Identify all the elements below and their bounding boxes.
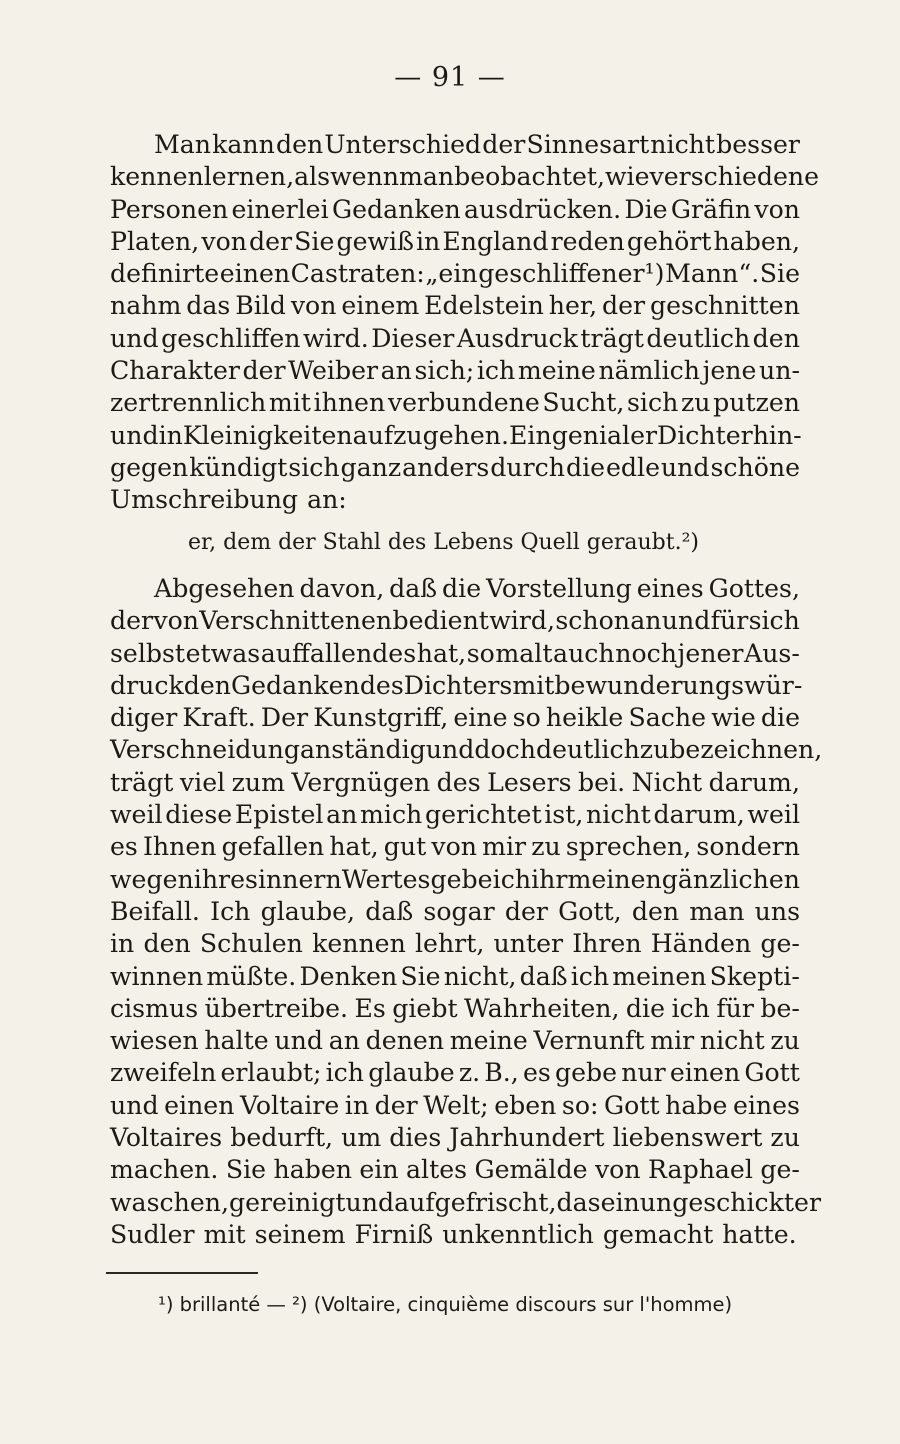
text-line: selbst etwas auffallendes hat, so malt auch noch jener Aus- [110, 638, 800, 668]
text-line: waschen, gereinigt und aufgefrischt, das ein ungeschickter [110, 1187, 821, 1217]
text-line: zweifeln erlaubt; ich glaube z. B., es gebe nur einen Gott [110, 1058, 800, 1088]
text-line: definirte einen Castraten: „ein geschliffener¹) Mann“. Sie [110, 259, 800, 289]
verse-quote: er, dem der Stahl des Lebens Quell geraubt.²) [188, 530, 699, 555]
text-line: der von Verschnittenen bedient wird, schon an und für sich [110, 606, 800, 636]
text-line: es Ihnen gefallen hat, gut von mir zu sprechen, sondern [110, 832, 800, 862]
page-number: — 91 — [394, 62, 506, 93]
text-line: druck den Gedanken des Dichters mit bewunderungswür- [110, 670, 803, 700]
text-line: Voltaires bedurft, um dies Jahrhundert liebenswert zu [110, 1123, 800, 1153]
text-line: Charakter der Weiber an sich; ich meine nämlich jene un- [110, 356, 800, 386]
text-line: und einen Voltaire in der Welt; eben so: Gott habe eines [110, 1090, 800, 1120]
text-line: kennen lernen, als wenn man beobachtet, wie verschiedene [110, 162, 820, 192]
text-line: wegen ihres innern Wertes gebe ich ihr meinen gänzlichen [110, 864, 800, 894]
text-line: zertrennlich mit ihnen verbundene Sucht, sich zu putzen [110, 388, 800, 418]
text-line: machen. Sie haben ein altes Gemälde von Raphael ge- [110, 1155, 800, 1185]
text-line: Verschneidung anständig und doch deutlich zu bezeichnen, [110, 735, 823, 765]
text-line: gegen kündigt sich ganz anders durch die edle und schöne [110, 452, 800, 482]
text-line: diger Kraft. Der Kunstgriff, eine so heikle Sache wie die [110, 703, 800, 733]
text-line: Abgesehen davon, daß die Vorstellung eines Gottes, [154, 574, 800, 603]
paragraph-2 [110, 573, 823, 1251]
text-line: Man kann den Unterschied der Sinnesart nicht besser [154, 130, 800, 159]
text-line: Personen einerlei Gedanken ausdrücken. Die Gräfin von [110, 194, 800, 224]
text-line: trägt viel zum Vergnügen des Lesers bei. Nicht darum, [110, 767, 800, 797]
paragraph-1 [110, 129, 820, 517]
text-line: nahm das Bild von einem Edelstein her, der geschnitten [110, 291, 800, 321]
text-line: Platen, von der Sie gewiß in England reden gehört haben, [110, 226, 800, 256]
text-line: cismus übertreibe. Es giebt Wahrheiten, die ich für be- [110, 993, 800, 1023]
text-line: Beifall. Ich glaube, daß sogar der Gott, den man uns [110, 896, 800, 926]
text-line: winnen müßte. Denken Sie nicht, daß ich meinen Skepti- [110, 961, 800, 991]
text-line: Umschreibung an: [110, 485, 347, 515]
text-line: und in Kleinigkeiten aufzugehen. Ein genialer Dichter hin- [110, 420, 802, 450]
footnote: ¹) brillanté — ²) (Voltaire, cinquième discours sur l'homme) [158, 1293, 733, 1316]
text-line: Sudler mit seinem Firniß unkenntlich gemacht hatte. [110, 1219, 797, 1249]
text-line: weil diese Epistel an mich gerichtet ist, nicht darum, weil [110, 800, 800, 830]
text-line: wiesen halte und an denen meine Vernunft mir nicht zu [110, 1026, 800, 1056]
text-line: in den Schulen kennen lehrt, unter Ihren Händen ge- [110, 929, 800, 959]
text-line: und geschliffen wird. Dieser Ausdruck trägt deutlich den [110, 323, 800, 353]
footnote-divider [106, 1272, 258, 1274]
